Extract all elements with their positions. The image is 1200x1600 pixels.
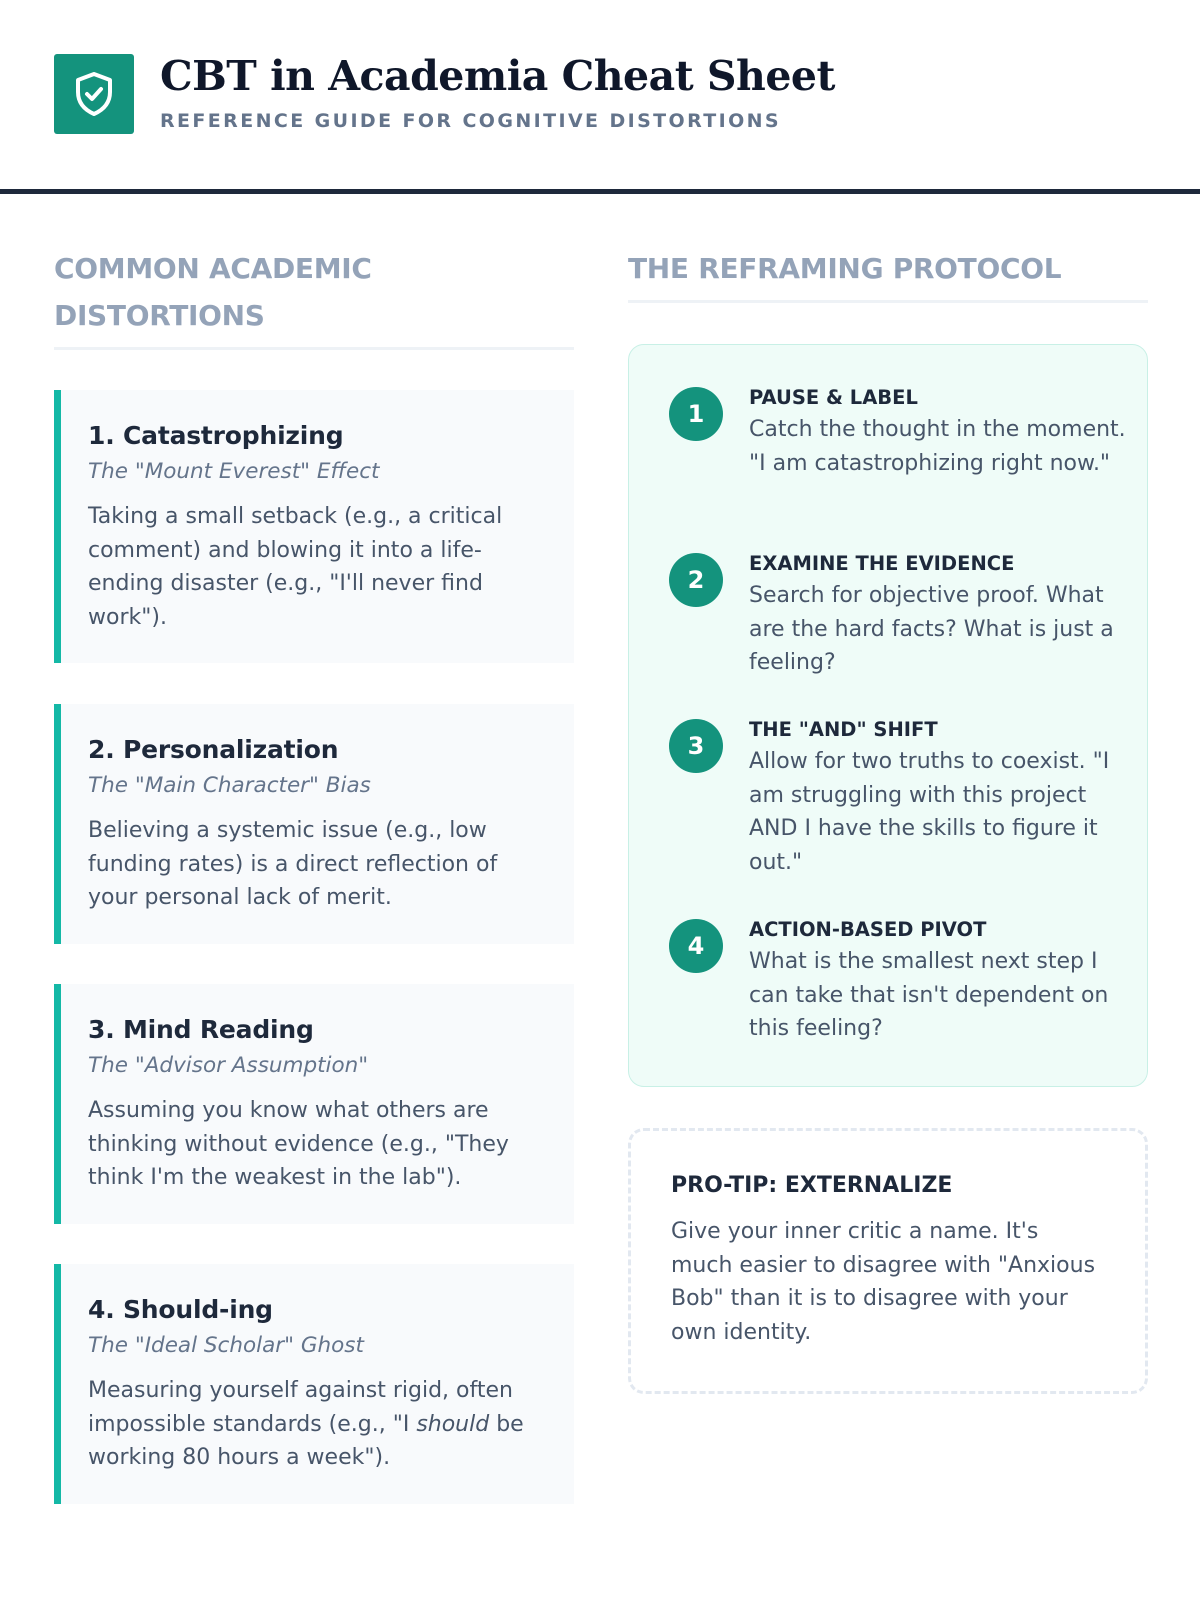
step-number-badge: 3 [669, 719, 723, 773]
distortion-title: 4. Should-ing [88, 1295, 273, 1324]
step-title: PAUSE & LABEL [749, 386, 918, 409]
distortions-divider [54, 347, 574, 350]
page-subtitle: REFERENCE GUIDE FOR COGNITIVE DISTORTIONS [160, 110, 782, 132]
protocol-divider [628, 300, 1148, 303]
distortion-card-personalization [54, 704, 574, 944]
distortion-title: 2. Personalization [88, 735, 339, 764]
step-number-badge: 1 [669, 387, 723, 441]
distortion-card-mind-reading [54, 984, 574, 1224]
tip-title: PRO-TIP: EXTERNALIZE [671, 1173, 953, 1198]
distortion-card-should-ing [54, 1264, 574, 1504]
distortions-heading: COMMON ACADEMIC DISTORTIONS [54, 252, 372, 332]
distortion-description: Believing a systemic issue (e.g., low funding rates) is a direct reflection of your personal lack of merit. [88, 818, 498, 910]
tip-description: Give your inner critic a name. It's much easier to disagree with "Anxious Bob" than it is to disagree with your own identity. [671, 1219, 1096, 1345]
pro-tip-box [628, 1128, 1148, 1394]
protocol-heading: THE REFRAMING PROTOCOL [628, 252, 1062, 285]
step-number-badge: 4 [669, 919, 723, 973]
distortion-title: 3. Mind Reading [88, 1015, 314, 1044]
page-title: CBT in Academia Cheat Sheet [160, 52, 835, 100]
reframing-protocol-panel [628, 344, 1148, 1087]
description-text: Measuring yourself against rigid, often impossible standards (e.g., "I [88, 1378, 513, 1437]
distortion-description [88, 1374, 548, 1475]
step-description: Allow for two truths to coexist. "I am struggling with this project AND I have the skills to figure it out." [749, 749, 1110, 875]
logo [54, 54, 134, 134]
distortion-title: 1. Catastrophizing [88, 421, 344, 450]
step-description: What is the smallest next step I can take that isn't dependent on this feeling? [749, 949, 1109, 1041]
distortion-description: Taking a small setback (e.g., a critical comment) and blowing it into a life-ending disaster (e.g., "I'll never find work"). [88, 504, 503, 630]
distortion-subtitle: The "Mount Everest" Effect [88, 459, 380, 484]
shield-check-icon [72, 70, 116, 118]
step-title: EXAMINE THE EVIDENCE [749, 552, 1015, 575]
page-header [0, 0, 1200, 194]
step-description: Search for objective proof. What are the hard facts? What is just a feeling? [749, 583, 1114, 675]
step-title: ACTION-BASED PIVOT [749, 918, 987, 941]
step-number-badge: 2 [669, 553, 723, 607]
distortion-subtitle: The "Main Character" Bias [88, 773, 371, 798]
step-title: THE "AND" SHIFT [749, 718, 938, 741]
description-text: be working 80 hours a week"). [88, 1411, 524, 1470]
distortion-subtitle: The "Advisor Assumption" [88, 1053, 369, 1078]
step-description: Catch the thought in the moment. "I am catastrophizing right now." [749, 417, 1126, 476]
description-emphasis: should [416, 1411, 490, 1437]
distortion-card-catastrophizing [54, 390, 574, 663]
distortion-description: Assuming you know what others are thinking without evidence (e.g., "They think I'm the weakest in the lab"). [88, 1098, 509, 1190]
distortion-subtitle: The "Ideal Scholar" Ghost [88, 1333, 364, 1358]
